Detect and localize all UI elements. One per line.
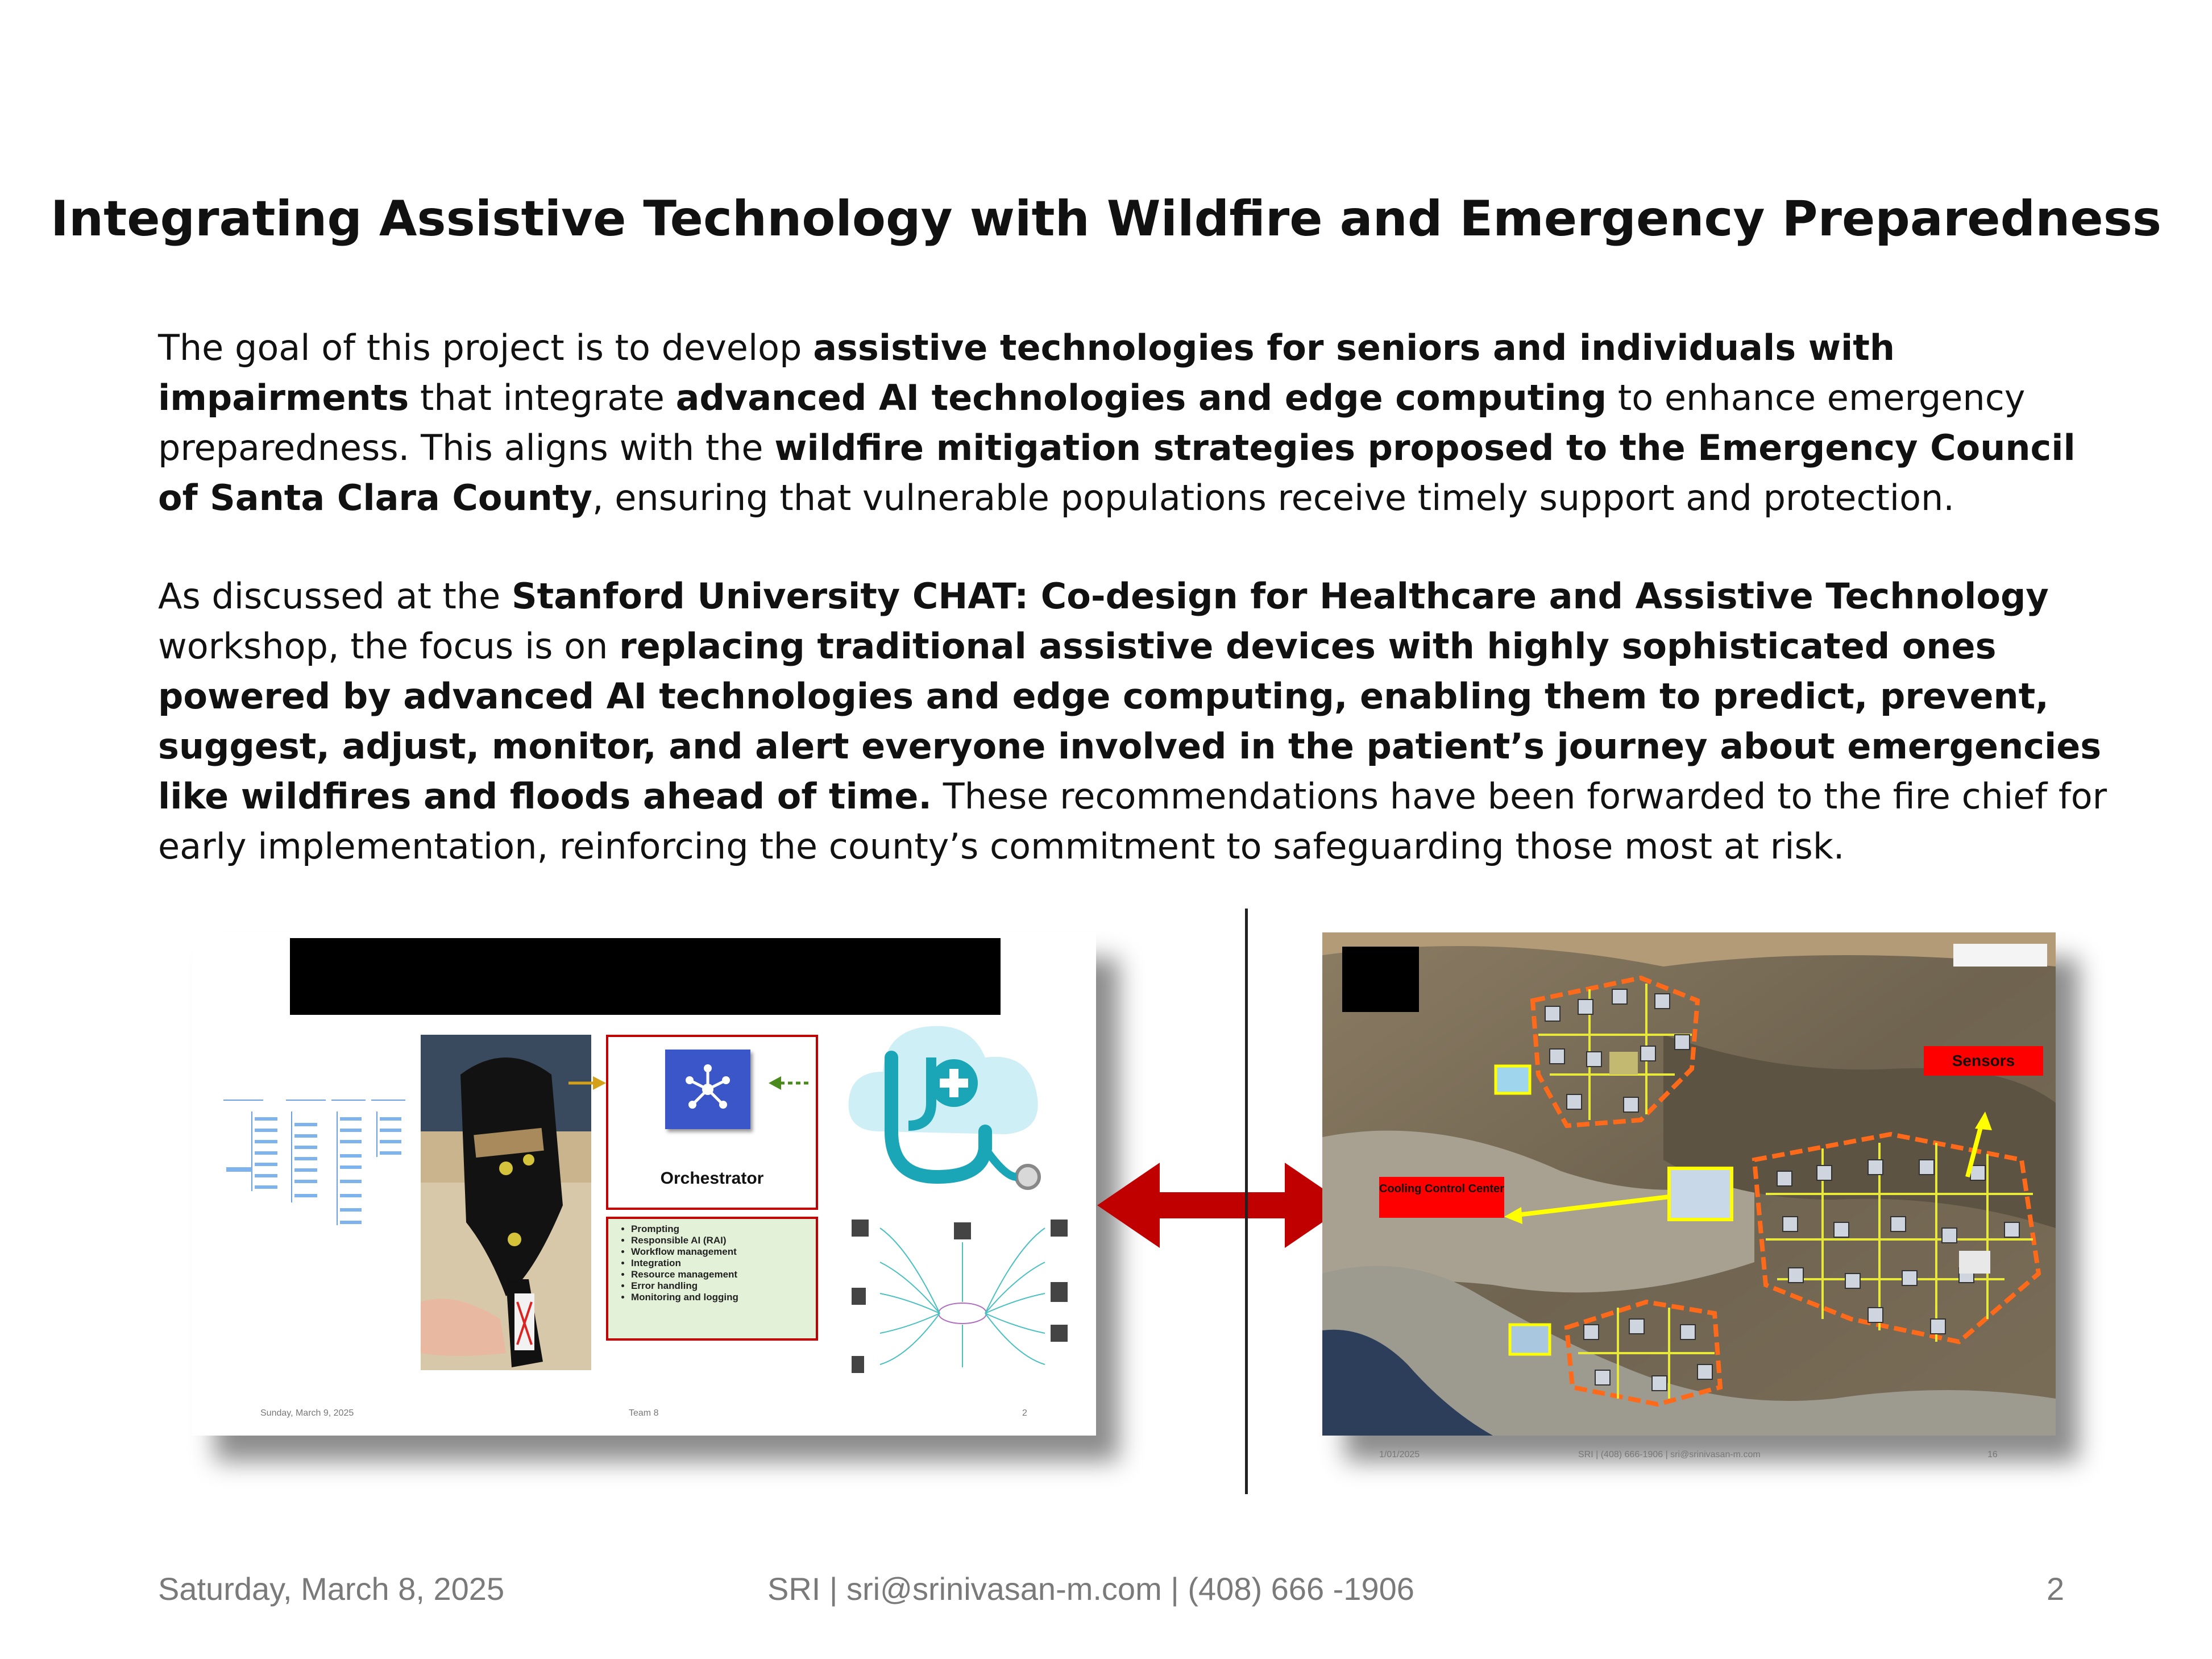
capability-item: • Monitoring and logging bbox=[631, 1292, 816, 1303]
intro-paragraph bbox=[158, 323, 2114, 523]
capabilities-box bbox=[606, 1217, 818, 1341]
footer-contact: SRI | sri@srinivasan-m.com | (408) 666 -1906 bbox=[767, 1571, 1414, 1607]
capability-item: • Integration bbox=[631, 1258, 816, 1269]
p2-bold-1: Stanford University CHAT: Co-design for Healthcare and Assistive Technology bbox=[511, 575, 2049, 617]
vertical-divider bbox=[1245, 909, 1248, 1494]
sensors-label: Sensors bbox=[1924, 1046, 2043, 1076]
right-slide-thumbnail bbox=[1322, 932, 2056, 1459]
workshop-paragraph bbox=[158, 571, 2114, 872]
p1-bold-1: assistive technologies for seniors and individuals with impairments bbox=[158, 327, 1895, 418]
p1-text-3: to enhance emergency preparedness. This aligns with the bbox=[158, 377, 2026, 468]
double-arrow-icon bbox=[1097, 1163, 1347, 1248]
left-slide-footer-page: 2 bbox=[1022, 1408, 1027, 1418]
health-cloud-icon bbox=[840, 989, 1056, 1205]
mind-map-diagram bbox=[846, 1214, 1079, 1382]
capability-item: • Prompting bbox=[631, 1223, 816, 1235]
network-icon bbox=[665, 1050, 750, 1129]
p1-bold-3: wildfire mitigation strategies proposed to the Emergency Council of Santa Clara County bbox=[158, 427, 2076, 519]
page-title: Integrating Assistive Technology with Wildfire and Emergency Preparedness bbox=[50, 190, 2162, 247]
p1-bold-2: advanced AI technologies and edge computing bbox=[675, 377, 1607, 418]
feedback-arrow-icon bbox=[767, 1075, 813, 1092]
map-redaction-box bbox=[1342, 947, 1419, 1012]
p2-text-3: These recommendations have been forwarded to the fire chief for early implementation, reinforcing the county’s commitment to safeguarding those most at risk. bbox=[158, 775, 2107, 867]
capability-item: • Responsible AI (RAI) bbox=[631, 1235, 816, 1246]
p1-text-2: that integrate bbox=[409, 377, 676, 418]
capability-item: • Error handling bbox=[631, 1280, 816, 1292]
left-slide-thumbnail bbox=[192, 932, 1096, 1436]
footer-date: Saturday, March 8, 2025 bbox=[158, 1571, 505, 1607]
p2-bold-2: replacing traditional assistive devices with highly sophisticated ones powered by advanced AI technologies and edge computing, enabling them to predict, prevent, suggest, adjust, monitor, and alert everyone involved in the patient’s journey about emergencies like wildfires and floods ahead of time. bbox=[158, 625, 2102, 817]
left-slide-footer-date: Sunday, March 9, 2025 bbox=[260, 1408, 354, 1418]
input-arrow-icon bbox=[567, 1075, 607, 1092]
p1-text-4: , ensuring that vulnerable populations receive timely support and protection. bbox=[592, 477, 1955, 519]
orchestrator-label: Orchestrator bbox=[660, 1169, 764, 1188]
tree-diagram bbox=[218, 1094, 411, 1242]
p2-text-1: As discussed at the bbox=[158, 575, 512, 617]
right-slide-footer-date: 1/01/2025 bbox=[1379, 1450, 1420, 1459]
orchestrator-box bbox=[606, 1035, 818, 1210]
footer-page-number: 2 bbox=[2047, 1571, 2065, 1607]
orchestrator-icon bbox=[665, 1050, 750, 1129]
p1-text-1: The goal of this project is to develop bbox=[158, 327, 814, 368]
right-slide-footer-contact: SRI | (408) 666-1906 | sri@srinivasan-m.com bbox=[1578, 1450, 1761, 1459]
assistive-device-photo bbox=[421, 1035, 591, 1370]
left-slide-footer-team: Team 8 bbox=[629, 1408, 659, 1418]
capability-item: • Resource management bbox=[631, 1269, 816, 1280]
capability-item: • Workflow management bbox=[631, 1246, 816, 1258]
cooling-control-label: Cooling Control Center bbox=[1379, 1177, 1504, 1218]
p2-text-2: workshop, the focus is on bbox=[158, 625, 620, 667]
right-slide-footer-page: 16 bbox=[1987, 1450, 1998, 1459]
